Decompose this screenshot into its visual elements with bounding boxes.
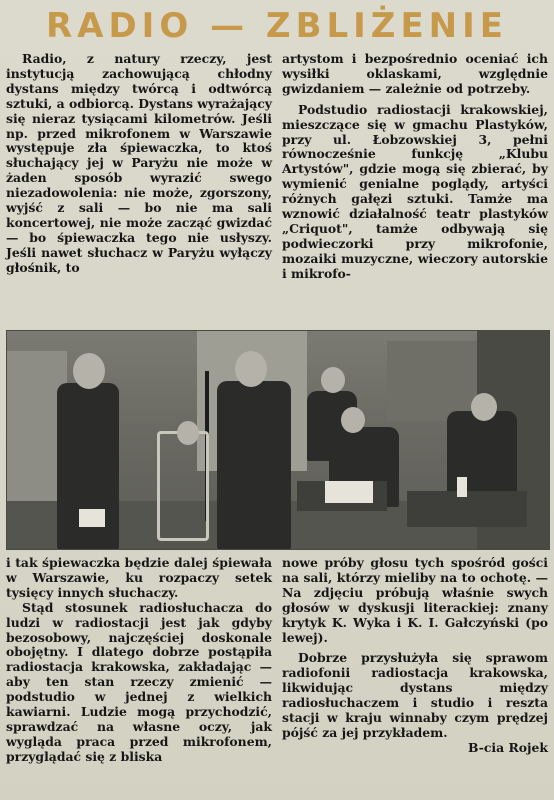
photo-ashtray [325, 481, 373, 503]
paragraph: Dobrze przysłużyła się sprawom radiofonii radiostacja krakowska, likwidując dystans między radiosłuchaczem i studio i reszta stacji w kraju winnaby czym prędzej pójść za jej przykładem. [282, 650, 548, 740]
column-top-right [282, 52, 548, 282]
photo-head [73, 353, 105, 389]
paragraph: nowe próby głosu tych spośród gości na sali, którzy mieliby na to ochotę. — Na zdjęciu próbują właśnie swych głosów w dyskusji literackiej: znany krytyk K. Wyka i K. I. Gałczyński (po lewej). [282, 555, 548, 645]
photograph-radio-studio [6, 330, 550, 550]
photo-head [321, 367, 345, 393]
paragraph: i tak śpiewaczka będzie dalej śpiewała w Warszawie, ku rozpaczy setek tysięcy innych słuchaczy. [6, 555, 272, 600]
photo-head [471, 393, 497, 421]
headline: RADIO — ZBLIŻENIE [45, 6, 509, 46]
paragraph: Radio, z natury rzeczy, jest instytucją zachowującą chłodny dystans między twórcą i odtwórcą sztuki, a odbiorcą. Dystans wyrażający się nieraz tysiącami kilometrów. Jeśli np. przed mikrofonem w Warszawie występuje zła śpiewaczka, to ktoś słuchający jej w Paryżu nie może w żaden sposób wyrazić swego niezadowolenia: nie może, zgorszony, wyjść z sali — bo nie ma sali koncertowej, nie może zacząć gwizdać — bo śpiewaczka tego nie usłyszy. Jeśli nawet słuchacz w Paryżu wyłączy głośnik, to [6, 51, 273, 275]
photo-person-standing-center [217, 381, 291, 549]
column-top-left [6, 52, 272, 276]
author-signature: B-cia Rojek [468, 739, 548, 755]
photo-head [341, 407, 365, 433]
photo-head [235, 351, 267, 387]
paragraph: Podstudio radiostacji krakowskiej, mieszczące się w gmachu Plastyków, przy ul. Łobzowskiej 3, pełni równocześnie funkcję „Klubu Artystów", gdzie mogą się zbierać, by wymienić genialne poglądy, artyści różnych gałęzi sztuki. Tamże ma wznowić działalność teatr plastyków „Criquot", tamże odbywają się podwieczorki przy mikrofonie, mozaiki muzyczne, wieczory autorskie i mikrofo- [282, 101, 548, 281]
photo-head [177, 421, 199, 445]
column-bottom-right [282, 556, 548, 756]
photo-table [407, 491, 527, 527]
column-bottom-left [6, 556, 272, 765]
paragraph: Stąd stosunek radiosłuchacza do ludzi w radiostacji jest jak gdyby bezosobowy, najczęściej doskonale obojętny. I dlatego dobrze postąpiła radiostacja krakowska, zakładając — aby ten stan rzeczy zmienić — podstudio w jednej z wielkich kawiarni. Ludzie mogą przychodzić, sprawdzać na własne oczy, jak wygląda praca przed mikrofonem, przyglądać się z bliska [6, 599, 272, 764]
photo-paper [79, 509, 105, 527]
photo-glass [457, 477, 467, 497]
photo-chair [157, 431, 209, 541]
paragraph: artystom i bezpośrednio oceniać ich wysiłki oklaskami, względnie gwizdaniem — zależnie od potrzeby. [282, 51, 548, 96]
